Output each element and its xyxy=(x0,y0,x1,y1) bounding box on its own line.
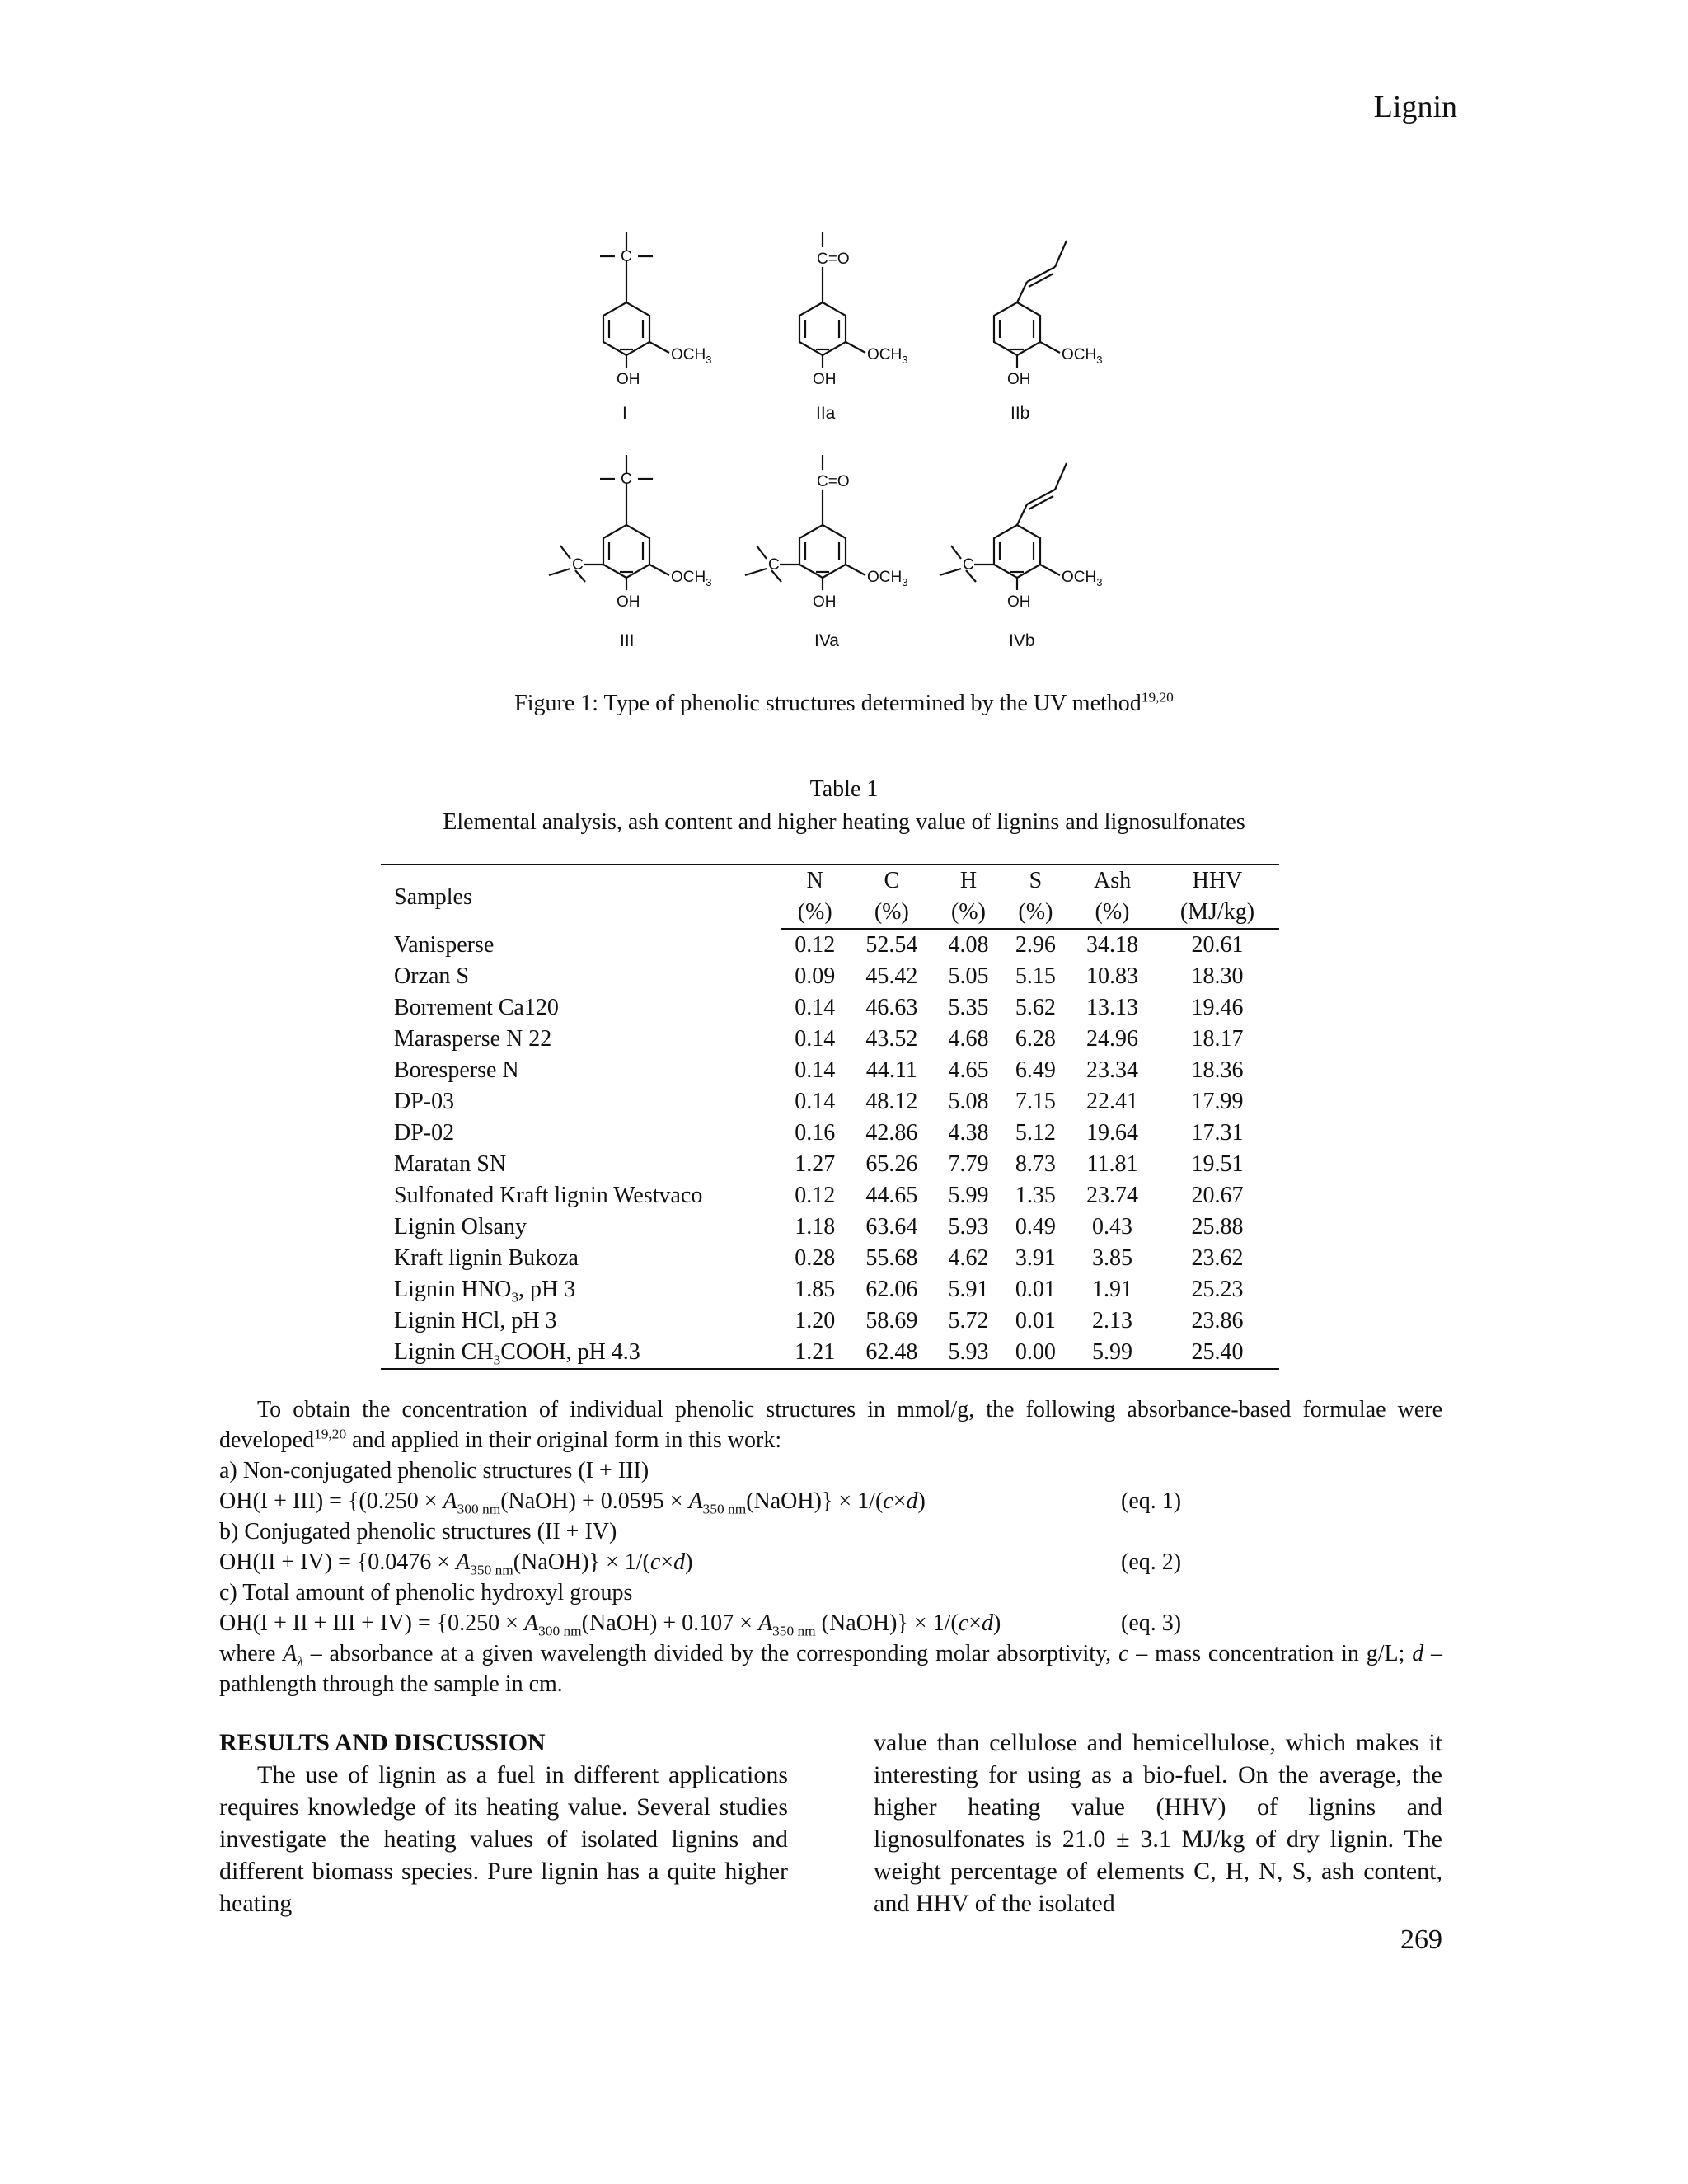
table-row xyxy=(381,1337,1279,1369)
table-cell: 5.62 xyxy=(1015,995,1056,1020)
table-cell: 55.68 xyxy=(865,1245,918,1271)
hydroxyl-label: OH xyxy=(813,371,837,388)
table-cell: 58.69 xyxy=(865,1308,918,1333)
table-body xyxy=(381,929,1279,1369)
methoxy-label: $OCH_3$ xyxy=(1062,569,1103,588)
table-cell: 25.40 xyxy=(1156,1337,1279,1369)
table-cell: 0.14 xyxy=(795,995,836,1020)
methoxy-label: $OCH_3$ xyxy=(1062,346,1103,366)
results-paragraph-right: value than cellulose and hemicellulose, which makes it interesting for using as a bio-fuel. On the average, the higher heating value (HHV) of lignins and lignosulfonates is 21.0 ± 3.1 MJ/kg of dry lignin. The weight percentage of elements C, H, N, S, ash content, and HHV of the isolated xyxy=(874,1729,1442,1917)
sample-name: DP-02 xyxy=(394,1120,455,1146)
eq-label-b: b) Conjugated phenolic structures (II + IV) xyxy=(219,1519,617,1544)
sample-name: Boresperse N xyxy=(394,1057,519,1083)
table-cell: 19.46 xyxy=(1191,995,1244,1020)
table-label: Table 1 xyxy=(809,776,879,802)
structure-I xyxy=(600,232,711,423)
carbon-label: C xyxy=(621,248,632,265)
table-cell: 0.14 xyxy=(795,1026,836,1052)
structure-label: IVa xyxy=(814,631,839,650)
table-row xyxy=(381,1180,1279,1212)
hydroxyl-label: OH xyxy=(813,593,837,611)
hydroxyl-label: OH xyxy=(617,371,640,388)
table-cell: 5.93 xyxy=(935,1337,1001,1369)
table-cell: 44.65 xyxy=(865,1183,918,1208)
table-cell: 4.38 xyxy=(948,1120,989,1146)
table-cell: 1.91 xyxy=(1092,1277,1133,1302)
sample-name: Orzan S xyxy=(394,963,469,989)
table-cell: 20.67 xyxy=(1191,1183,1244,1208)
table-row xyxy=(381,1118,1279,1149)
sample-name: Lignin $HNO_3$, pH 3 xyxy=(394,1277,576,1305)
figure-caption xyxy=(0,691,1688,717)
table-cell: 43.52 xyxy=(865,1026,918,1052)
methods-section xyxy=(219,1394,1442,1699)
table-cell: 5.08 xyxy=(948,1089,989,1114)
header-col: H xyxy=(935,865,1001,897)
header-col: S xyxy=(1002,865,1069,897)
structure-IIb xyxy=(994,241,1102,423)
table-title: Elemental analysis, ash content and higher heating value of lignins and lignosulfonates xyxy=(443,809,1245,835)
structure-IVa xyxy=(745,455,907,650)
table-cell: 7.79 xyxy=(948,1151,989,1177)
header-unit: (%) xyxy=(781,897,848,929)
table-cell: 4.08 xyxy=(948,932,989,958)
table-cell: 0.14 xyxy=(795,1089,836,1114)
carbon-label: C xyxy=(621,471,632,488)
header-col: HHV xyxy=(1156,865,1279,897)
running-title: Lignin xyxy=(1373,90,1457,124)
equation-2: $OH(II + IV) = \{0.0476 \times A_{350 nm}(NaOH)\} \times 1/(c\times d)$ (eq. 2) xyxy=(219,1547,1442,1577)
table-cell: 23.62 xyxy=(1191,1245,1244,1271)
table-cell: 2.96 xyxy=(1015,932,1056,958)
equation-number: (eq. 2) xyxy=(1121,1549,1182,1575)
table-cell: 52.54 xyxy=(865,932,918,958)
methoxy-label: $OCH_3$ xyxy=(867,569,908,588)
section-heading: RESULTS AND DISCUSSION xyxy=(219,1729,546,1756)
table-cell: 5.05 xyxy=(948,963,989,989)
table-cell: 0.01 xyxy=(1015,1277,1056,1302)
header-col: N xyxy=(781,865,848,897)
table-cell: 1.18 xyxy=(795,1214,836,1240)
structure-IVb xyxy=(940,463,1102,650)
header-unit: (%) xyxy=(1069,897,1156,929)
table-cell: 0.16 xyxy=(795,1120,836,1146)
sample-name: DP-03 xyxy=(394,1089,455,1114)
structure-label: IIb xyxy=(1010,404,1030,423)
table-row xyxy=(381,1243,1279,1274)
carbonyl-label: C=O xyxy=(817,473,850,490)
header-col: C xyxy=(848,865,935,897)
structure-III xyxy=(549,455,711,650)
figure-phenolic-structures xyxy=(572,214,1253,676)
sample-name: Marasperse N 22 xyxy=(394,1026,552,1052)
structure-label: IIa xyxy=(816,404,836,423)
table-cell: 23.74 xyxy=(1086,1183,1139,1208)
table-cell: 0.28 xyxy=(795,1245,836,1271)
table-row xyxy=(381,1305,1279,1337)
results-left-column xyxy=(219,1727,788,1919)
equation-3: OH(I + II + III + $IV) = \{0.250 \times A_{300 nm}(NaOH) + 0.107 \times A_{350 nm}$ (NaOH)} × 1/(c×d) (eq. 3) xyxy=(219,1608,1442,1638)
sample-name: Maratan SN xyxy=(394,1151,507,1177)
table-cell: 5.99 xyxy=(948,1183,989,1208)
table-cell: 46.63 xyxy=(865,995,918,1020)
sample-name: Kraft lignin Bukoza xyxy=(394,1245,579,1271)
table-cell: 5.15 xyxy=(1015,963,1056,989)
table-row xyxy=(381,1212,1279,1243)
header-unit: (MJ/kg) xyxy=(1156,897,1279,929)
table-cell: 0.01 xyxy=(1015,1308,1056,1333)
eq-label-c: c) Total amount of phenolic hydroxyl groups xyxy=(219,1580,633,1605)
results-paragraph-left: The use of lignin as a fuel in different applications requires knowledge of its heating value. Several studies investigate the heating values of isolated lignins and different biomass species. Pure lignin has a quite higher heating xyxy=(219,1761,788,1917)
table-cell: 4.62 xyxy=(948,1245,989,1271)
figure-caption-text: Figure 1: Type of phenolic structures determined by the UV method xyxy=(514,691,1142,716)
equation-1: $OH(I + III) = \{(0.250 \times A_{300 nm}(NaOH) + 0.0595$ × $A_{350 nm}(NaOH)\} \times 1/(c\times d)$ (eq. 1) xyxy=(219,1486,1442,1516)
table-cell: 20.61 xyxy=(1191,932,1244,958)
table-cell: 25.23 xyxy=(1191,1277,1244,1302)
structure-label: I xyxy=(622,404,627,423)
figure-caption-refs: 19,20 xyxy=(1141,689,1174,705)
methoxy-label: $OCH_3$ xyxy=(671,569,712,588)
table-cell: 62.48 xyxy=(848,1337,935,1369)
chemical-structures-diagram xyxy=(572,214,1253,676)
header-unit: (%) xyxy=(848,897,935,929)
carbon-label: C xyxy=(963,556,974,574)
table-cell: 5.35 xyxy=(948,995,989,1020)
methoxy-label: $OCH_3$ xyxy=(671,346,712,366)
table-row xyxy=(381,992,1279,1024)
table-cell: 0.12 xyxy=(795,932,836,958)
table-cell: 45.42 xyxy=(865,963,918,989)
header-unit: (%) xyxy=(935,897,1001,929)
table-cell: 6.28 xyxy=(1015,1026,1056,1052)
variables-definition: where $A_\lambda$ – absorbance at a given wavelength divided by the corresponding molar absorptivity, c – mass concentration in g/L; d – pathlength through the sample in cm. xyxy=(219,1641,1443,1697)
table-row xyxy=(381,961,1279,992)
table-cell: 1.85 xyxy=(795,1277,836,1302)
carbon-label: C xyxy=(572,556,584,574)
sample-name: Lignin $CH_3COOH$, pH 4.3 xyxy=(381,1337,781,1369)
hydroxyl-label: OH xyxy=(1007,371,1031,388)
table-row xyxy=(381,929,1279,961)
results-right-column xyxy=(874,1727,1442,1919)
page-number: 269 xyxy=(1400,1924,1442,1955)
table-cell: 5.93 xyxy=(948,1214,989,1240)
table-cell: 2.13 xyxy=(1092,1308,1133,1333)
table-cell: 3.85 xyxy=(1092,1245,1133,1271)
hydroxyl-label: OH xyxy=(617,593,640,611)
elemental-analysis-table xyxy=(381,864,1279,1370)
table-cell: 17.99 xyxy=(1191,1089,1244,1114)
table-cell: 19.51 xyxy=(1191,1151,1244,1177)
table-row xyxy=(381,1024,1279,1055)
table-cell: 23.86 xyxy=(1191,1308,1244,1333)
table-cell: 6.49 xyxy=(1015,1057,1056,1083)
table-cell: 65.26 xyxy=(865,1151,918,1177)
sample-name: Lignin Olsany xyxy=(394,1214,527,1240)
structure-label: IVb xyxy=(1009,631,1035,650)
table-cell: 17.31 xyxy=(1191,1120,1244,1146)
table-cell: 4.68 xyxy=(948,1026,989,1052)
table-cell: 0.14 xyxy=(795,1057,836,1083)
carbonyl-label: C=O xyxy=(817,251,850,268)
methods-intro: To obtain the concentration of individual phenolic structures in mmol/g, the following absorbance-based formulae were developed$^{19,20}$ and applied in their original form in this work: xyxy=(219,1397,1442,1453)
table-cell: 18.17 xyxy=(1191,1026,1244,1052)
table-cell: 1.35 xyxy=(1015,1183,1056,1208)
sample-name: Lignin HCl, pH 3 xyxy=(394,1308,557,1333)
header-unit: (%) xyxy=(1002,897,1069,929)
sample-name: Vanisperse xyxy=(394,931,495,958)
table-cell: 34.18 xyxy=(1086,932,1139,958)
methoxy-label: $OCH_3$ xyxy=(867,346,908,366)
table-cell: 25.88 xyxy=(1191,1214,1244,1240)
structure-IIa xyxy=(799,232,907,423)
table-cell: 8.73 xyxy=(1015,1151,1056,1177)
table-cell: 0.49 xyxy=(1015,1214,1056,1240)
hydroxyl-label: OH xyxy=(1007,593,1031,611)
table-cell: 19.64 xyxy=(1086,1120,1139,1146)
table-row xyxy=(381,1274,1279,1305)
table-cell: 63.64 xyxy=(865,1214,918,1240)
structure-label: III xyxy=(620,631,635,650)
table-cell: 4.65 xyxy=(948,1057,989,1083)
table-cell: 22.41 xyxy=(1086,1089,1139,1114)
table-cell: 24.96 xyxy=(1086,1026,1139,1052)
table-row xyxy=(381,1149,1279,1180)
table-cell: 0.09 xyxy=(795,963,836,989)
table-cell: 62.06 xyxy=(865,1277,918,1302)
table-cell: 5.91 xyxy=(948,1277,989,1302)
table-cell: 48.12 xyxy=(865,1089,918,1114)
table-row xyxy=(381,1055,1279,1086)
table-cell: 10.83 xyxy=(1086,963,1139,989)
header-col: Ash xyxy=(1069,865,1156,897)
table-cell: 18.30 xyxy=(1191,963,1244,989)
table-cell: 42.86 xyxy=(865,1120,918,1146)
table-cell: 1.21 xyxy=(781,1337,848,1369)
table-cell: 0.12 xyxy=(795,1183,836,1208)
carbon-label: C xyxy=(768,556,780,574)
eq-label-a: a) Non-conjugated phenolic structures (I + III) xyxy=(219,1458,649,1483)
header-samples: Samples xyxy=(381,865,781,929)
table-cell: 1.27 xyxy=(795,1151,836,1177)
table-cell: 7.15 xyxy=(1015,1089,1056,1114)
table-cell: 0.00 xyxy=(1002,1337,1069,1369)
table-cell: 5.72 xyxy=(948,1308,989,1333)
table-row xyxy=(381,1086,1279,1118)
table-cell: 1.20 xyxy=(795,1308,836,1333)
sample-name: Borrement Ca120 xyxy=(394,995,559,1020)
table-cell: 23.34 xyxy=(1086,1057,1139,1083)
table-cell: 5.99 xyxy=(1069,1337,1156,1369)
table-cell: 5.12 xyxy=(1015,1120,1056,1146)
equation-number: (eq. 1) xyxy=(1121,1488,1182,1514)
table-cell: 11.81 xyxy=(1086,1151,1138,1177)
table-cell: 44.11 xyxy=(865,1057,917,1083)
table-cell: 0.43 xyxy=(1092,1214,1133,1240)
table-cell: 3.91 xyxy=(1015,1245,1056,1271)
equation-number: (eq. 3) xyxy=(1121,1610,1182,1636)
sample-name: Sulfonated Kraft lignin Westvaco xyxy=(394,1183,703,1208)
table-cell: 13.13 xyxy=(1086,995,1139,1020)
table-cell: 18.36 xyxy=(1191,1057,1244,1083)
